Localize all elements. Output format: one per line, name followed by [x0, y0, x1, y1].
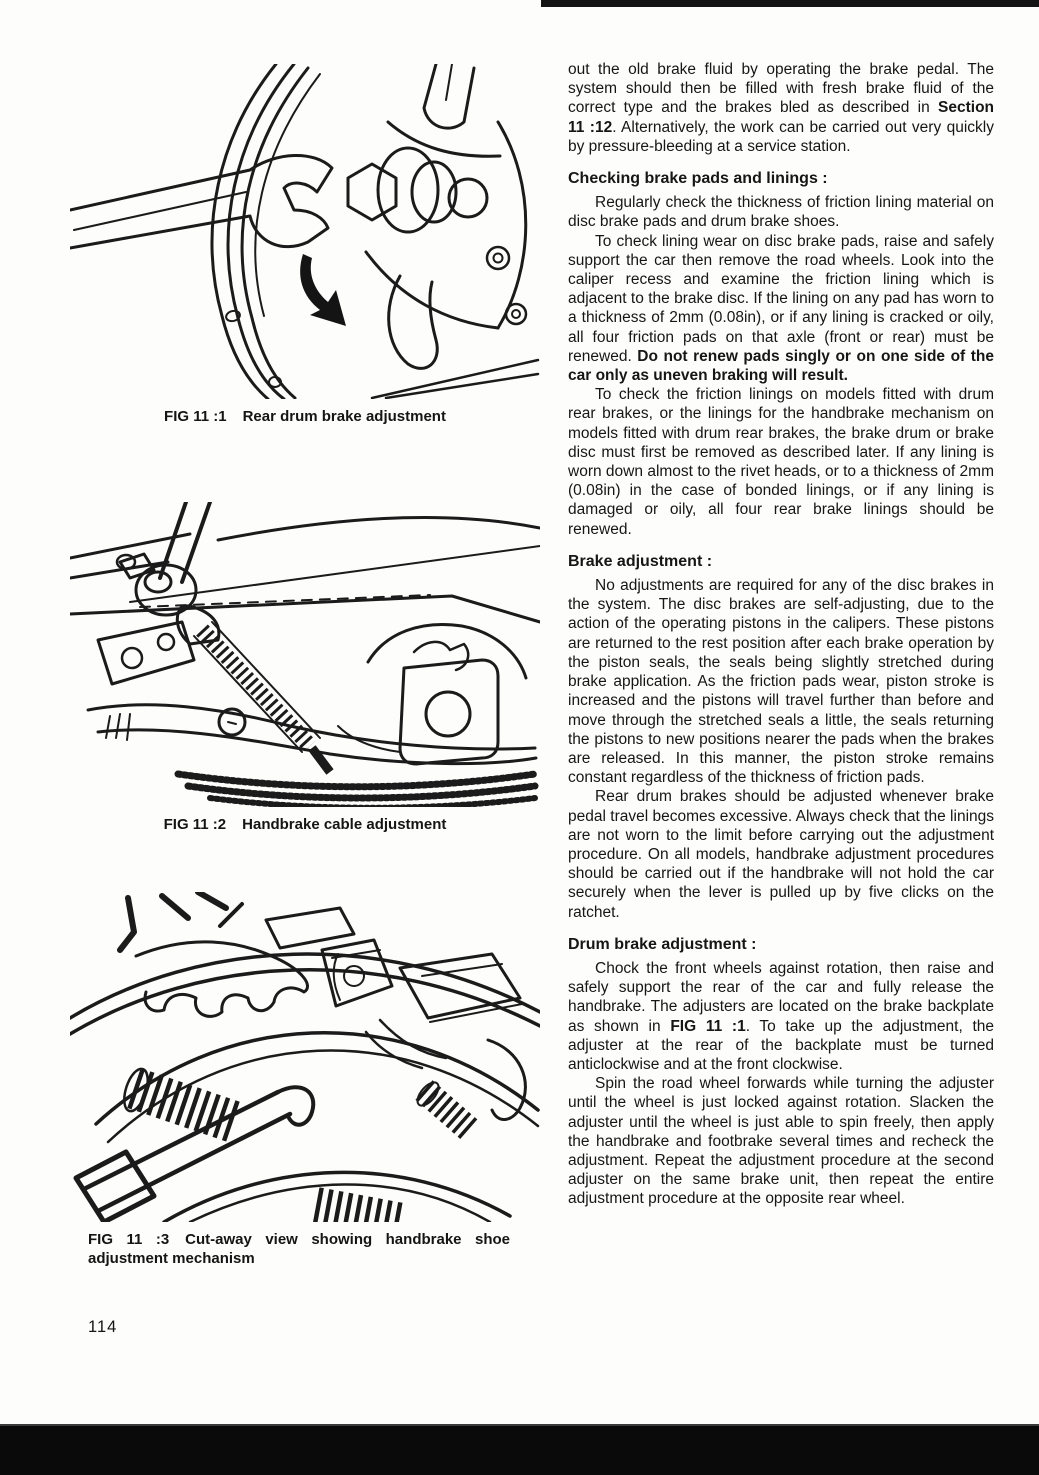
anchor-plate-drawing: [338, 625, 526, 765]
body-paragraph: [568, 232, 994, 386]
text-run: To check the friction linings on models fitted with drum rear brakes, or the linings for the handbrake mechanism on models fitted with drum rear brakes, the brake drum or brake disc must first be removed as described later. If any lining is worn down almost to the rivet heads, or to a thickness of 2mm (0.08in) in the case of bonded linings, or if any lining is damaged or oily, all four rear brake linings should be renewed.: [568, 386, 994, 538]
rotation-arrow-glyph: [300, 254, 346, 326]
rear-drum-brake-adjustment-drawing: [70, 64, 540, 399]
figure-caption-text: Cut-away view showing handbrake shoe adjustment mechanism: [88, 1231, 510, 1267]
backplate-drawing: [366, 64, 538, 398]
text-run: To check lining wear on disc brake pads, raise and safely support the car then remove the road wheels. Look into the caliper recess and examine the friction lining which is adjacent to the brake disc. If the lining on any pad has worn to a thickness of 2mm (0.08in), or if any lining is cracked or oily, all four friction pads on that axle (front or rear) must be renewed.: [568, 232, 994, 365]
text-run: Chock the front wheels against rotation, then raise and safely support the rear of the car and fully release the handbrake. The adjusters are located on the brake backplate as shown in: [568, 959, 994, 1035]
section-heading: Checking brake pads and linings :: [568, 170, 828, 188]
body-paragraph: [568, 193, 994, 231]
scan-edge-top-band: [541, 0, 1039, 7]
body-paragraph: [568, 576, 994, 787]
figure-caption: [70, 1230, 510, 1268]
bold-text-run: FIG 11 :1: [670, 1017, 746, 1035]
section-heading: Drum brake adjustment :: [568, 935, 757, 953]
text-run: . To take up the adjustment, the adjuster at the rear of the backplate must be turned anticlockwise and at the front clockwise.: [568, 1017, 994, 1073]
figure-11-3: [70, 892, 540, 1268]
text-run: Regularly check the thickness of friction lining material on disc brake pads and drum brake shoes.: [568, 194, 994, 231]
figure-label: FIG 11 :3: [88, 1231, 170, 1248]
bold-text-run: Do not renew pads singly or on one side of the car only as uneven braking will result.: [568, 347, 994, 385]
text-run: Spin the road wheel forwards while turning the adjuster until the wheel is just locked against rotation. Slacken the adjuster until the wheel is just able to spin freely, then apply the handbrake and footbrake several times and recheck the adjustment. Repeat the adjustment procedure at the second adjuster on the same brake unit, then repeat the entire adjustment procedure at the opposite rear wheel.: [568, 1075, 994, 1208]
text-run: out the old brake fluid by operating the brake pedal. The system should then be filled with fresh brake fluid of the correct type and the brakes bled as described in: [568, 61, 994, 117]
body-text-column: [568, 60, 994, 1209]
figure-caption: [70, 815, 540, 834]
text-run: No adjustments are required for any of the disc brakes in the system. The disc brakes are self-adjusting, due to the action of the operating pistons in the calipers. These pistons are returned to the rest position after each brake operation by the piston seals, the seals being slightly stretched during brake application. As the friction pads wear, piston stroke is increased and the pistons will travel further than before and move through the stretched seals a little, the seals returning the pistons to new positions nearer the pads when the brakes are released. In this manner, the piston stroke remains constant regardless of the thickness of friction pads.: [568, 577, 994, 787]
scan-edge-bottom-band: [0, 1424, 1039, 1475]
figure-11-1: [70, 64, 540, 426]
bold-text-run: Section 11 :12: [568, 99, 994, 136]
figure-caption: [70, 407, 540, 426]
body-paragraph: [568, 959, 994, 1074]
text-run: Rear drum brakes should be adjusted whenever brake pedal travel becomes excessive. Always check that the linings are not worn to the limit before carrying out the adjustment procedure. On all models, handbrake adjustment procedures should be carried out if the handbrake will not hold the car securely when the lever is pulled up by five clicks on the ratchet.: [568, 788, 994, 921]
section-heading: Brake adjustment :: [568, 552, 713, 570]
body-paragraph: [568, 60, 994, 156]
figure-caption-text: Rear drum brake adjustment: [242, 408, 446, 425]
page-number: 114: [88, 1318, 118, 1336]
figure-label: FIG 11 :2: [163, 816, 227, 833]
handbrake-shoe-mechanism-drawing: [70, 892, 540, 1222]
figure-11-2: [70, 502, 540, 834]
figure-caption-text: Handbrake cable adjustment: [242, 816, 447, 833]
wheel-rim-arcs: [212, 64, 320, 399]
body-paragraph: [568, 1074, 994, 1208]
body-paragraph: [568, 385, 994, 539]
figure-label: FIG 11 :1: [164, 408, 227, 425]
adjuster-hub-drawing: [348, 148, 487, 232]
text-run: . Alternatively, the work can be carried out very quickly by pressure-bleeding at a service station.: [568, 118, 994, 155]
spanner-drawing: [70, 155, 332, 248]
handbrake-cable-adjustment-drawing: [70, 502, 540, 807]
body-paragraph: [568, 787, 994, 921]
